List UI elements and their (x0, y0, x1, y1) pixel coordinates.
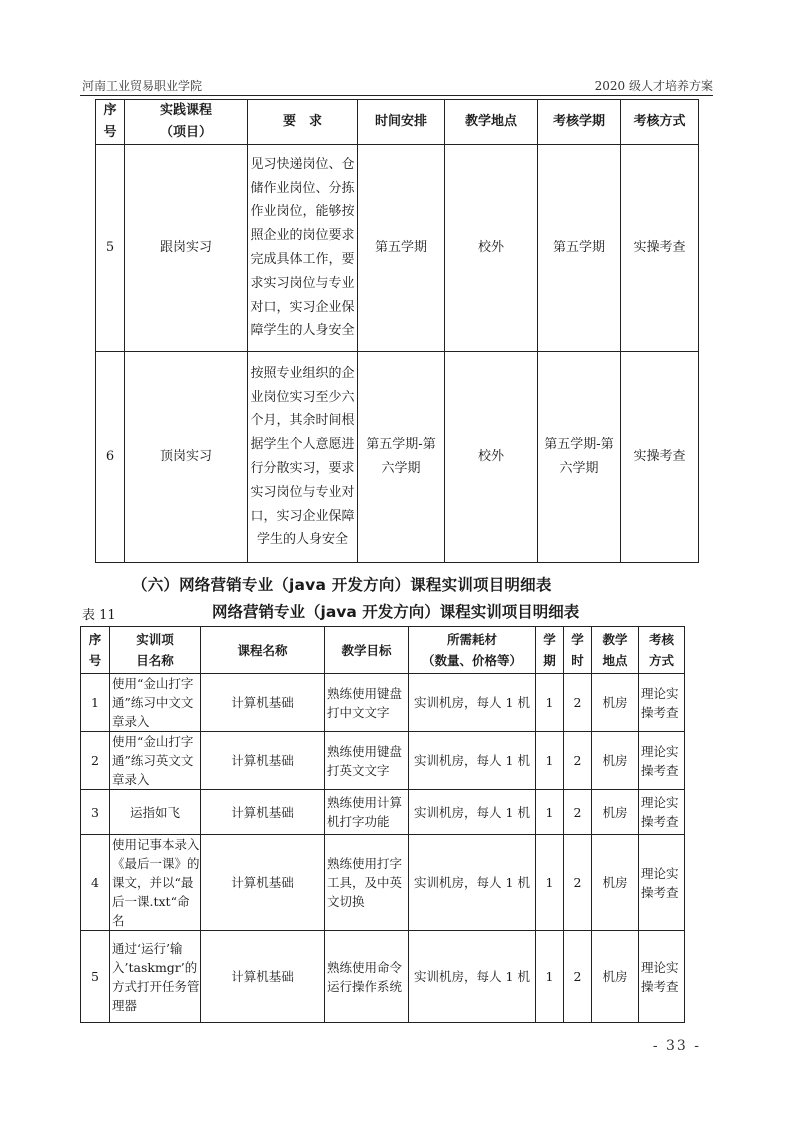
cell-time: 第五学期-第六学期 (358, 352, 445, 563)
cell-assessment: 理论实操考查 (639, 790, 685, 835)
cell-materials: 实训机房，每人 1 机 (409, 790, 536, 835)
cell-location: 机房 (592, 931, 639, 1023)
cell-hours: 2 (564, 732, 592, 790)
cell-assessment: 实操考查 (621, 145, 699, 352)
cell-course: 顶岗实习 (125, 352, 248, 563)
cell-hours: 2 (564, 790, 592, 835)
cell-seq: 5 (81, 931, 110, 1023)
header-location: 教学 地点 (592, 627, 639, 674)
cell-requirement: 按照专业组织的企业岗位实习至少六个月，其余时间根据学生个人意愿进行分散实习，要求实习岗位与专业对口，实习企业保障学生的人身安全 (248, 352, 358, 563)
cell-seq: 4 (81, 835, 110, 931)
cell-location: 机房 (592, 732, 639, 790)
cell-location: 机房 (592, 674, 639, 732)
section-title: （六）网络营销专业（java 开发方向）课程实训项目明细表 (132, 576, 552, 594)
cell-course: 跟岗实习 (125, 145, 248, 352)
cell-hours: 2 (564, 674, 592, 732)
cell-seq: 3 (81, 790, 110, 835)
practice-course-table (95, 99, 699, 563)
table-row (96, 145, 699, 352)
header-seq: 序 号 (96, 100, 125, 145)
header-course: 课程名称 (201, 627, 325, 674)
cell-time: 第五学期 (358, 145, 445, 352)
header-document-title: 2020 级人才培养方案 (594, 79, 713, 93)
table-title: 网络营销专业（java 开发方向）课程实训项目明细表 (212, 603, 580, 621)
cell-location: 机房 (592, 835, 639, 931)
table-label: 表 11 (82, 608, 116, 623)
header-institution: 河南工业贸易职业学院 (82, 79, 203, 93)
table-row (81, 732, 685, 790)
header-location: 教学地点 (445, 100, 538, 145)
training-project-table (80, 626, 685, 1023)
cell-assessment: 理论实操考查 (639, 931, 685, 1023)
header-project: 实训项 目名称 (110, 627, 201, 674)
cell-location: 校外 (445, 145, 538, 352)
header-time: 时间安排 (358, 100, 445, 145)
table-row (96, 352, 699, 563)
cell-location: 机房 (592, 790, 639, 835)
table-row (81, 835, 685, 931)
cell-course: 计算机基础 (201, 790, 325, 835)
cell-location: 校外 (445, 352, 538, 563)
cell-assessment: 理论实操考查 (639, 732, 685, 790)
cell-hours: 2 (564, 835, 592, 931)
table-row (81, 790, 685, 835)
header-term: 考核学期 (538, 100, 621, 145)
table-header-row (96, 100, 699, 145)
cell-materials: 实训机房，每人 1 机 (409, 931, 536, 1023)
cell-seq: 5 (96, 145, 125, 352)
page-number: - 33 - (652, 1038, 701, 1054)
header-hours: 学 时 (564, 627, 592, 674)
header-rule (80, 95, 713, 96)
cell-seq: 1 (81, 674, 110, 732)
cell-assessment: 理论实操考查 (639, 674, 685, 732)
header-goal: 教学目标 (325, 627, 409, 674)
cell-goal: 熟练使用命令运行操作系统 (325, 931, 409, 1023)
header-assessment: 考核 方式 (639, 627, 685, 674)
cell-term: 第五学期 (538, 145, 621, 352)
cell-assessment: 实操考查 (621, 352, 699, 563)
cell-term: 第五学期-第六学期 (538, 352, 621, 563)
header-term: 学 期 (536, 627, 564, 674)
cell-term: 1 (536, 790, 564, 835)
cell-goal: 熟练使用键盘打英文文字 (325, 732, 409, 790)
cell-materials: 实训机房，每人 1 机 (409, 732, 536, 790)
cell-course: 计算机基础 (201, 674, 325, 732)
cell-project: 通过‘运行’输入’taskmgr’的方式打开任务管理器 (110, 931, 201, 1023)
cell-course: 计算机基础 (201, 732, 325, 790)
cell-goal: 熟练使用键盘打中文文字 (325, 674, 409, 732)
cell-project: 使用“金山打字通”练习英文文章录入 (110, 732, 201, 790)
table-row (81, 674, 685, 732)
cell-project: 运指如飞 (110, 790, 201, 835)
table-header-row (81, 627, 685, 674)
header-requirement: 要 求 (248, 100, 358, 145)
header-materials: 所需耗材 （数量、价格等） (409, 627, 536, 674)
cell-goal: 熟练使用打字工具，及中英文切换 (325, 835, 409, 931)
cell-requirement: 见习快递岗位、仓储作业岗位、分拣作业岗位，能够按照企业的岗位要求完成具体工作，要求实习岗位与专业对口，实习企业保障学生的人身安全 (248, 145, 358, 352)
cell-hours: 2 (564, 931, 592, 1023)
cell-term: 1 (536, 835, 564, 931)
cell-materials: 实训机房，每人 1 机 (409, 674, 536, 732)
header-assessment: 考核方式 (621, 100, 699, 145)
cell-materials: 实训机房，每人 1 机 (409, 835, 536, 931)
cell-course: 计算机基础 (201, 931, 325, 1023)
cell-term: 1 (536, 732, 564, 790)
cell-goal: 熟练使用计算机打字功能 (325, 790, 409, 835)
table-row (81, 931, 685, 1023)
cell-assessment: 理论实操考查 (639, 835, 685, 931)
cell-seq: 6 (96, 352, 125, 563)
cell-seq: 2 (81, 732, 110, 790)
header-seq: 序 号 (81, 627, 110, 674)
header-course: 实践课程 （项目） (125, 100, 248, 145)
cell-course: 计算机基础 (201, 835, 325, 931)
cell-project: 使用“金山打字通”练习中文文章录入 (110, 674, 201, 732)
cell-term: 1 (536, 931, 564, 1023)
cell-term: 1 (536, 674, 564, 732)
cell-project: 使用记事本录入《最后一课》的课文，并以“最后一课.txt“命名 (110, 835, 201, 931)
